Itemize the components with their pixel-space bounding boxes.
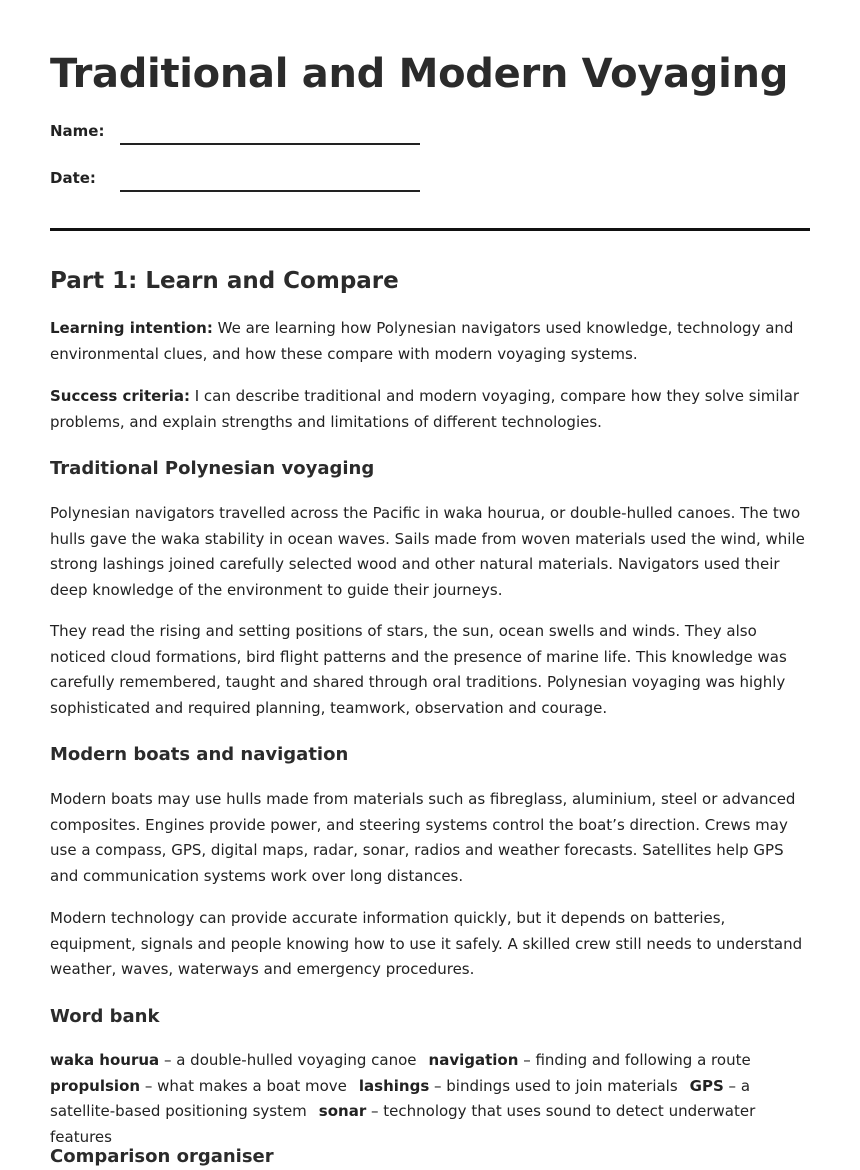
- modern-paragraph-2: Modern technology can provide accurate information quickly, but it depends on batteries, equipment, signals and people knowing how to use it safely. A skilled crew still needs to understand weather, waves, waterways and emergency procedures.: [50, 909, 803, 978]
- word-bank-entry: [50, 1077, 347, 1095]
- word-bank-definition: – finding and following a route: [518, 1051, 751, 1069]
- name-line[interactable]: [120, 143, 420, 145]
- traditional-heading: Traditional Polynesian voyaging: [50, 458, 375, 479]
- word-bank-entry: [429, 1051, 751, 1069]
- success-criteria-label: Success criteria:: [50, 387, 190, 405]
- success-criteria: [50, 384, 810, 435]
- learning-intention-text: We are learning how Polynesian navigators used knowledge, technology and environmental clues, and how these compare with modern voyaging systems.: [50, 319, 794, 363]
- word-bank-list: [50, 1048, 810, 1150]
- date-label: Date:: [50, 169, 96, 187]
- modern-paragraph-1: Modern boats may use hulls made from materials such as fibreglass, aluminium, steel or advanced composites. Engines provide power, and steering systems control the boat’s direction. Crews may use a compass, GPS, digital maps, radar, sonar, radios and weather forecasts. Satellites help GPS and communication systems work over long distances.: [50, 790, 796, 885]
- word-bank-term: sonar: [318, 1102, 367, 1120]
- word-bank-entry: [359, 1077, 678, 1095]
- word-bank-entry: [50, 1051, 417, 1069]
- word-bank-term: waka hourua: [50, 1051, 160, 1069]
- date-field-row: [50, 168, 470, 198]
- word-bank-term: GPS: [689, 1076, 724, 1095]
- success-criteria-text: I can describe traditional and modern voyaging, compare how they solve similar problems, and explain strengths and limitations of different technologies.: [50, 387, 800, 431]
- date-line[interactable]: [120, 190, 420, 192]
- word-bank-definition: – a satellite-based positioning system: [50, 1076, 751, 1120]
- word-bank-definition: – a double-hulled voyaging canoe: [159, 1051, 417, 1069]
- learning-intention-label: Learning intention:: [50, 319, 213, 337]
- word-bank-definition: – bindings used to join materials: [429, 1076, 678, 1095]
- name-field-row: [50, 121, 470, 151]
- traditional-paragraph-1: Polynesian navigators travelled across the Pacific in waka hourua, or double-hulled canoes. The two hulls gave the waka stability in ocean waves. Sails made from woven materials used the wind, while strong lashings joined carefully selected wood and other natural materials. Navigators used their deep knowledge of the environment to guide their journeys.: [50, 504, 805, 599]
- modern-heading: Modern boats and navigation: [50, 744, 349, 765]
- page-title: Traditional and Modern Voyaging: [50, 51, 789, 97]
- word-bank-term: propulsion: [50, 1076, 141, 1095]
- comparison-heading: Comparison organiser: [50, 1146, 274, 1167]
- word-bank-heading: Word bank: [50, 1006, 160, 1027]
- word-bank-term: navigation: [428, 1051, 519, 1069]
- word-bank-definition: – technology that uses sound to detect underwater features: [50, 1102, 756, 1146]
- word-bank-term: lashings: [358, 1076, 430, 1095]
- traditional-paragraph-2: They read the rising and setting positions of stars, the sun, ocean swells and winds. They also noticed cloud formations, bird flight patterns and the presence of marine life. This knowledge was carefully remembered, taught and shared through oral traditions. Polynesian voyaging was highly sophisticated and required planning, teamwork, observation and courage.: [50, 622, 787, 717]
- learning-intention: [50, 316, 810, 367]
- word-bank-definition: – what makes a boat move: [140, 1076, 347, 1095]
- part1-heading: Part 1: Learn and Compare: [50, 268, 399, 294]
- name-label: Name:: [50, 122, 105, 140]
- header-divider: [50, 228, 810, 231]
